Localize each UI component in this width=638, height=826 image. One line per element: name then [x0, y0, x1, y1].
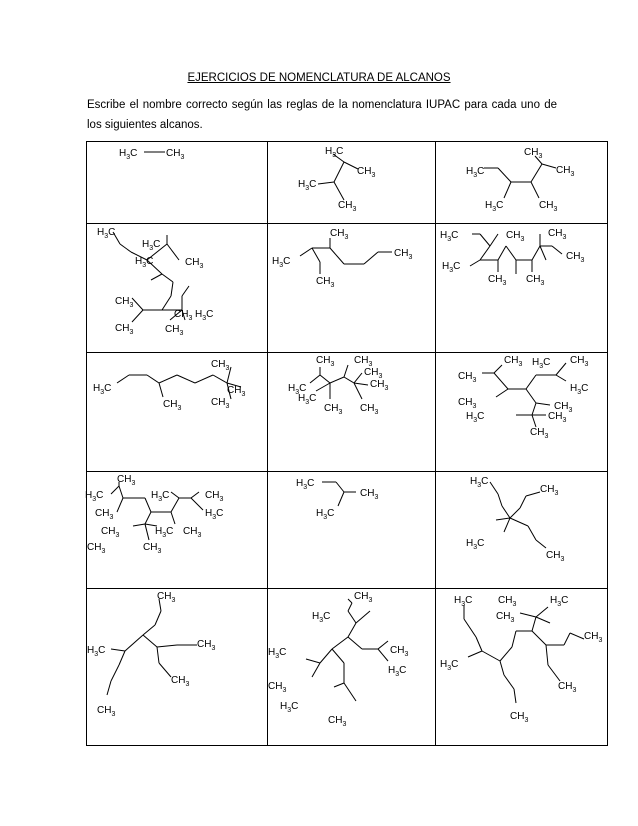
molecule-11-structure: [268, 472, 436, 589]
atom-label: $H_3C$: [312, 611, 331, 624]
atom-label: $CH_3$: [570, 355, 589, 368]
atom-label: $CH_3$: [115, 296, 134, 309]
atom-label: $H_3C$: [440, 230, 459, 243]
atom-label: $H_3C$: [298, 393, 317, 406]
atom-label: $CH_3$: [101, 526, 120, 539]
atom-label: $CH_3$: [458, 371, 477, 384]
atom-label: $CH_3$: [496, 611, 515, 624]
atom-label: $H_3C$: [470, 476, 489, 489]
cell-13: [87, 589, 268, 745]
cell-6: [436, 224, 607, 353]
atom-label: $CH_3$: [394, 248, 413, 261]
atom-label: $H_3C$: [280, 701, 299, 714]
atom-label: $H_3C$: [155, 526, 174, 539]
cell-4: [87, 224, 268, 353]
atom-label: $CH_3$: [370, 379, 389, 392]
atom-label: $H_3C$: [570, 383, 589, 396]
atom-label: $CH_3$: [197, 639, 216, 652]
atom-label: $CH_3$: [117, 474, 136, 487]
atom-label: $CH_3$: [185, 257, 204, 270]
atom-label: $CH_3$: [548, 228, 567, 241]
atom-label: $CH_3$: [324, 403, 343, 416]
instructions-text: Escribe el nombre correcto según las reglas de la nomenclatura IUPAC para cada uno de los siguientes alcanos.: [87, 99, 557, 131]
atom-label: $H_3C$: [288, 383, 307, 396]
atom-label: $CH_3$: [338, 200, 357, 213]
cell-11: [268, 472, 436, 589]
atom-label: $CH_3$: [354, 355, 373, 368]
atom-label: $H_3C$: [550, 595, 569, 608]
atom-label: $CH_3$: [548, 411, 567, 424]
cell-2: [268, 142, 436, 224]
molecule-5-structure: [268, 224, 436, 353]
atom-label: $H_3C$: [454, 595, 473, 608]
atom-label: $CH_3$: [530, 427, 549, 440]
atom-label: $H_3C$: [325, 146, 344, 159]
atom-label: $H_3C$: [298, 179, 317, 192]
atom-label: $CH_3$: [546, 550, 565, 563]
cell-14: [268, 589, 436, 745]
atom-label: $CH_3$: [540, 484, 559, 497]
atom-label: $CH_3$: [87, 542, 106, 555]
atom-label: $H_3C$: [466, 166, 485, 179]
cell-10: [87, 472, 268, 589]
atom-label: $CH_3$: [174, 309, 193, 322]
atom-label: $CH_3$: [211, 397, 230, 410]
atom-label: $CH_3$: [360, 403, 379, 416]
atom-label: $CH_3$: [558, 681, 577, 694]
molecule-14-structure: [268, 589, 436, 745]
cell-5: [268, 224, 436, 353]
molecule-8-structure: [268, 353, 436, 472]
atom-label: $H_3C$: [142, 239, 161, 252]
atom-label: $H_3C$: [272, 256, 291, 269]
atom-label: $CH_3$: [163, 399, 182, 412]
atom-label: $H_3C$: [440, 659, 459, 672]
cell-15: [436, 589, 607, 745]
atom-label: $CH_3$: [458, 397, 477, 410]
atom-label: $CH_3$: [143, 542, 162, 555]
atom-label: $CH_3$: [506, 230, 525, 243]
atom-label: $CH_3$: [357, 166, 376, 179]
molecule-9-structure: [436, 353, 607, 472]
page-title: EJERCICIOS DE NOMENCLATURA DE ALCANOS: [187, 72, 451, 84]
atom-label: $H_3C$: [388, 665, 407, 678]
molecule-3-structure: [436, 142, 607, 224]
molecule-12-structure: [436, 472, 607, 589]
atom-label: $H_3C$: [316, 508, 335, 521]
atom-label: $CH_3$: [524, 147, 543, 160]
cell-3: [436, 142, 607, 224]
atom-label: $CH_3$: [498, 595, 517, 608]
atom-label: $H_3C$: [135, 256, 154, 269]
cell-9: [436, 353, 607, 472]
atom-label: $CH_3$: [328, 715, 347, 728]
atom-label: $H_3C$: [532, 357, 551, 370]
atom-label: $H_3C$: [97, 227, 116, 240]
atom-label: $CH_3$: [227, 385, 246, 398]
atom-label: $CH_3$: [390, 645, 409, 658]
atom-label: $CH_3$: [171, 675, 190, 688]
atom-label: $CH_3$: [183, 526, 202, 539]
atom-label: $CH_3$: [95, 508, 114, 521]
atom-label: $CH_3$: [360, 488, 379, 501]
atom-label: $CH_3$: [316, 276, 335, 289]
molecule-7-structure: [87, 353, 268, 472]
atom-label: $H_3C$: [442, 261, 461, 274]
atom-label: $H_3C$: [195, 309, 214, 322]
atom-label: $CH_3$: [554, 401, 573, 414]
atom-label: $CH_3$: [488, 274, 507, 287]
atom-label: $CH_3$: [364, 367, 383, 380]
atom-label: $CH_3$: [115, 323, 134, 336]
atom-label: $CH_3$: [526, 274, 545, 287]
atom-label: $CH_3$: [316, 355, 335, 368]
cell-8: [268, 353, 436, 472]
atom-label: $CH_3$: [566, 251, 585, 264]
atom-label: $H_3C$: [151, 490, 170, 503]
atom-label: $CH_3$: [157, 591, 176, 604]
molecule-2-structure: [268, 142, 436, 224]
atom-label: $CH_3$: [504, 355, 523, 368]
atom-label: $CH_3$: [510, 711, 529, 724]
atom-label: $CH_3$: [205, 490, 224, 503]
atom-label: $CH_3$: [584, 631, 603, 644]
cell-12: [436, 472, 607, 589]
cell-7: [87, 353, 268, 472]
molecule-1-structure: [87, 142, 268, 224]
atom-label: $CH_3$: [268, 681, 287, 694]
atom-label: $CH_3$: [539, 200, 558, 213]
molecule-15-structure: [436, 589, 607, 745]
atom-label: $CH_3$: [211, 359, 230, 372]
atom-label: $CH_3$: [165, 324, 184, 337]
molecule-10-structure: [87, 472, 268, 589]
cell-1: [87, 142, 268, 224]
atom-label: $CH_3$: [556, 165, 575, 178]
molecule-6-structure: [436, 224, 607, 353]
molecule-4-structure: [87, 224, 268, 353]
atom-label: $H_3C$: [93, 383, 112, 396]
atom-label: $CH_3$: [354, 591, 373, 604]
exercise-grid: [86, 141, 608, 746]
atom-label: $H_3C$: [485, 200, 504, 213]
atom-label: $H_3C$: [85, 490, 104, 503]
atom-label: $H_3C$: [466, 411, 485, 424]
atom-label: $H_3C$: [466, 538, 485, 551]
atom-label: $CH_3$: [166, 148, 185, 161]
atom-label: $CH_3$: [330, 228, 349, 241]
atom-label: $CH_3$: [97, 705, 116, 718]
molecule-13-structure: [87, 589, 268, 745]
atom-label: $H_3C$: [87, 645, 106, 658]
atom-label: $H_3C$: [268, 647, 287, 660]
atom-label: $H_3C$: [205, 508, 224, 521]
atom-label: $H_3C$: [119, 148, 138, 161]
atom-label: $H_3C$: [296, 478, 315, 491]
